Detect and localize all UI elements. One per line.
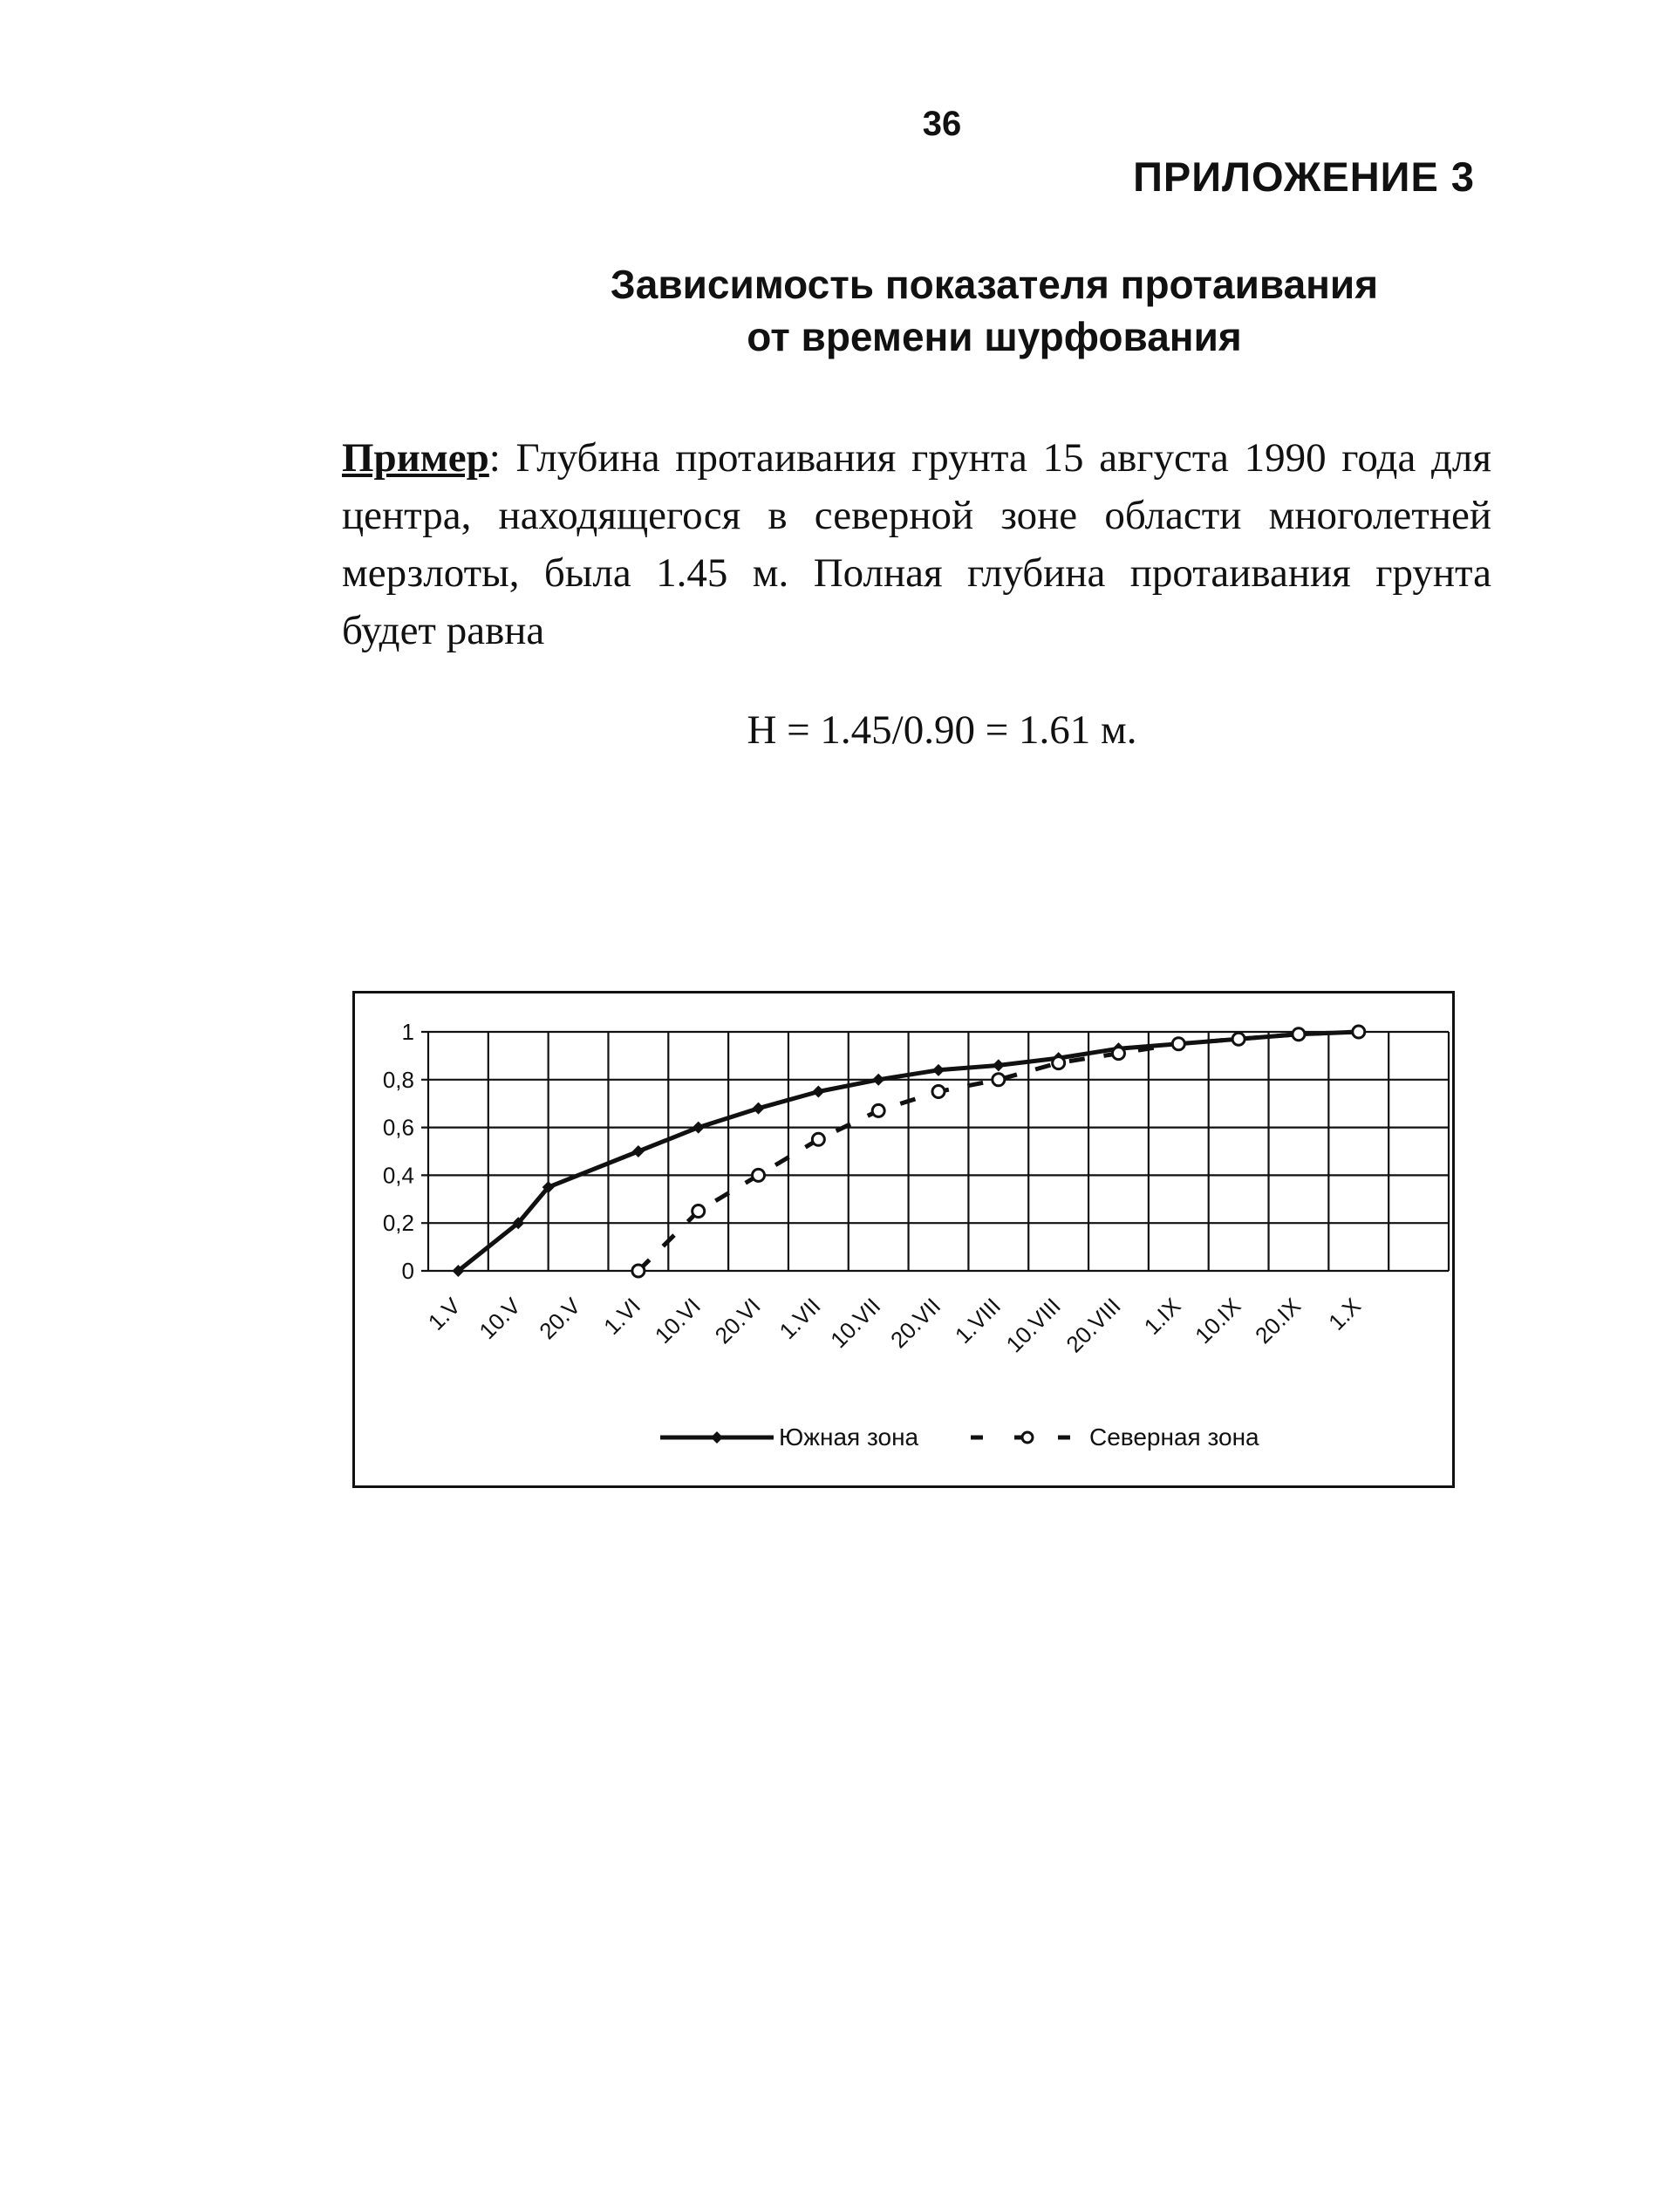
data-point-north: [1112, 1048, 1124, 1060]
y-tick-label: 0,8: [382, 1066, 414, 1093]
data-point-north: [872, 1104, 884, 1116]
x-tick-label: 10.IX: [1190, 1293, 1246, 1349]
example-text: : Глубина протаивания грунта 15 августа 1990 года для центра, находящегося в северной зоне области многолетней мерзлоты, была 1.45 м. Полная глубина протаивания грунта будет равна: [342, 435, 1491, 653]
page-number: 36: [922, 105, 962, 143]
x-tick-label: 1.VI: [598, 1293, 646, 1340]
title-line-1: Зависимость показателя протаивания: [610, 262, 1379, 307]
x-tick-label: 20.VIII: [1061, 1293, 1126, 1358]
example-paragraph: [342, 429, 1491, 659]
formula: Н = 1.45/0.90 = 1.61 м.: [747, 707, 1137, 753]
data-point-south: [812, 1086, 824, 1098]
data-point-north: [1232, 1033, 1245, 1045]
x-tick-label: 10.VII: [825, 1293, 886, 1354]
data-point-north: [1353, 1026, 1365, 1038]
data-point-north: [1172, 1038, 1184, 1050]
legend-label: Южная зона: [779, 1423, 919, 1451]
example-label: Пример: [342, 435, 489, 481]
data-point-north: [1053, 1057, 1065, 1069]
data-point-north: [753, 1169, 765, 1181]
data-point-north: [932, 1086, 945, 1098]
document-title: [349, 258, 1640, 363]
y-tick-label: 0: [401, 1258, 414, 1284]
data-point-north: [693, 1205, 705, 1218]
y-tick-label: 0,2: [382, 1210, 414, 1237]
data-point-south: [932, 1064, 945, 1076]
x-tick-label: 20.IX: [1250, 1293, 1307, 1349]
x-tick-label: 1.VIII: [949, 1293, 1006, 1349]
data-point-south: [993, 1059, 1005, 1071]
x-tick-label: 10.VI: [649, 1293, 706, 1349]
data-point-south: [693, 1122, 705, 1134]
appendix-heading: ПРИЛОЖЕНИЕ 3: [1133, 154, 1475, 200]
data-point-south: [632, 1145, 645, 1157]
data-point-north: [993, 1074, 1005, 1086]
y-tick-label: 0,4: [382, 1162, 414, 1189]
legend-label: Северная зона: [1089, 1423, 1259, 1451]
data-point-south: [753, 1103, 765, 1115]
legend-marker: [711, 1431, 723, 1444]
x-tick-label: 20.V: [534, 1293, 586, 1345]
data-point-north: [632, 1265, 645, 1277]
y-tick-label: 0,6: [382, 1114, 414, 1141]
chart-legend: [660, 1423, 1259, 1451]
y-tick-label: 1: [401, 1019, 414, 1045]
x-tick-label: 20.VII: [884, 1293, 946, 1354]
x-tick-label: 10.VIII: [1000, 1293, 1066, 1358]
legend-marker: [1022, 1432, 1033, 1443]
title-line-2: от времени шурфования: [747, 314, 1242, 359]
x-tick-label: 1.X: [1323, 1293, 1367, 1335]
data-point-south: [872, 1074, 884, 1086]
data-point-north: [1293, 1028, 1305, 1041]
x-tick-label: 1.IX: [1138, 1293, 1186, 1340]
chart-frame: [352, 991, 1455, 1488]
x-tick-label: 10.V: [474, 1293, 526, 1345]
thawing-chart: [355, 993, 1452, 1485]
x-tick-label: 1.VII: [774, 1293, 826, 1345]
data-point-north: [812, 1133, 824, 1145]
x-tick-label: 1.V: [422, 1293, 466, 1335]
x-tick-label: 20.VI: [709, 1293, 766, 1349]
